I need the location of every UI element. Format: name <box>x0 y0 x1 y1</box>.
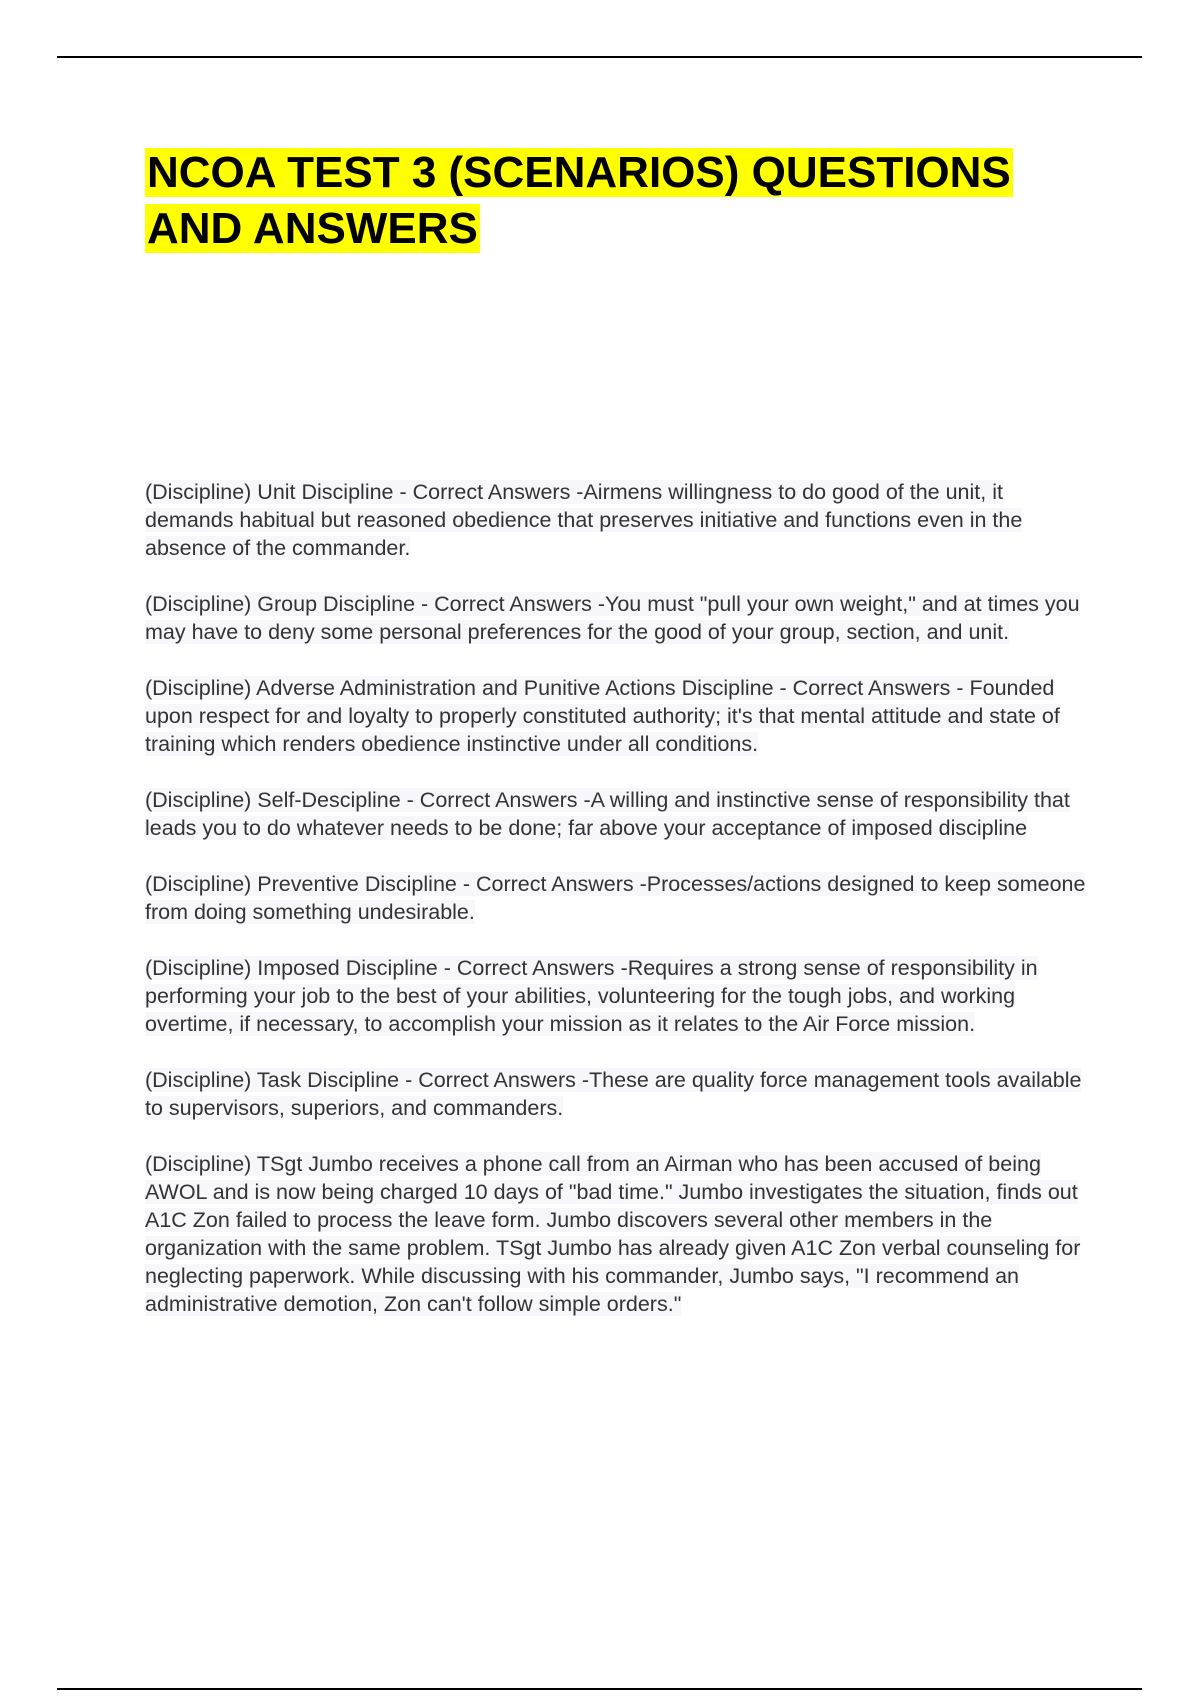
qa-item-unit-discipline <box>145 478 1090 562</box>
qa-item-preventive-discipline <box>145 870 1090 926</box>
qa-item-text: (Discipline) Imposed Discipline - Correct Answers -Requires a strong sense of responsibility in performing your job to the best of your abilities, volunteering for the tough jobs, and working overtime, if necessary, to accomplish your mission as it relates to the Air Force mission. <box>145 956 1038 1036</box>
qa-item-self-discipline <box>145 786 1090 842</box>
qa-item-text: (Discipline) Self-Descipline - Correct Answers -A willing and instinctive sense of responsibility that leads you to do whatever needs to be done; far above your acceptance of imposed discipline <box>145 788 1070 840</box>
qa-item-text: (Discipline) Adverse Administration and Punitive Actions Discipline - Correct Answers - Founded upon respect for and loyalty to properly constituted authority; it's that mental attitude and state of training which renders obedience instinctive under all conditions. <box>145 676 1060 756</box>
qa-item-adverse-administration <box>145 674 1090 758</box>
qa-item-imposed-discipline <box>145 954 1090 1038</box>
page-title <box>145 145 1045 257</box>
qa-item-task-discipline <box>145 1066 1090 1122</box>
top-rule <box>57 56 1142 58</box>
qa-item-text: (Discipline) Preventive Discipline - Correct Answers -Processes/actions designed to keep someone from doing something undesirable. <box>145 872 1086 924</box>
bottom-rule <box>57 1688 1142 1690</box>
qa-list <box>145 478 1090 1346</box>
qa-item-group-discipline <box>145 590 1090 646</box>
qa-item-text: (Discipline) Group Discipline - Correct Answers -You must "pull your own weight," and at times you may have to deny some personal preferences for the good of your group, section, and unit. <box>145 592 1080 644</box>
qa-item-text: (Discipline) TSgt Jumbo receives a phone call from an Airman who has been accused of being AWOL and is now being charged 10 days of "bad time." Jumbo investigates the situation, finds out A1C Zon failed to process the leave form. Jumbo discovers several other members in the organization with the same problem. TSgt Jumbo has already given A1C Zon verbal counseling for neglecting paperwork. While discussing with his commander, Jumbo says, "I recommend an administrative demotion, Zon can't follow simple orders." <box>145 1152 1081 1316</box>
qa-item-text: (Discipline) Unit Discipline - Correct Answers -Airmens willingness to do good of the unit, it demands habitual but reasoned obedience that preserves initiative and functions even in the absence of the commander. <box>145 480 1023 560</box>
qa-item-text: (Discipline) Task Discipline - Correct Answers -These are quality force management tools available to supervisors, superiors, and commanders. <box>145 1068 1082 1120</box>
page-title-text: NCOA TEST 3 (SCENARIOS) QUESTIONS AND ANSWERS <box>147 148 1011 253</box>
qa-item-tsgt-jumbo-scenario <box>145 1150 1090 1318</box>
